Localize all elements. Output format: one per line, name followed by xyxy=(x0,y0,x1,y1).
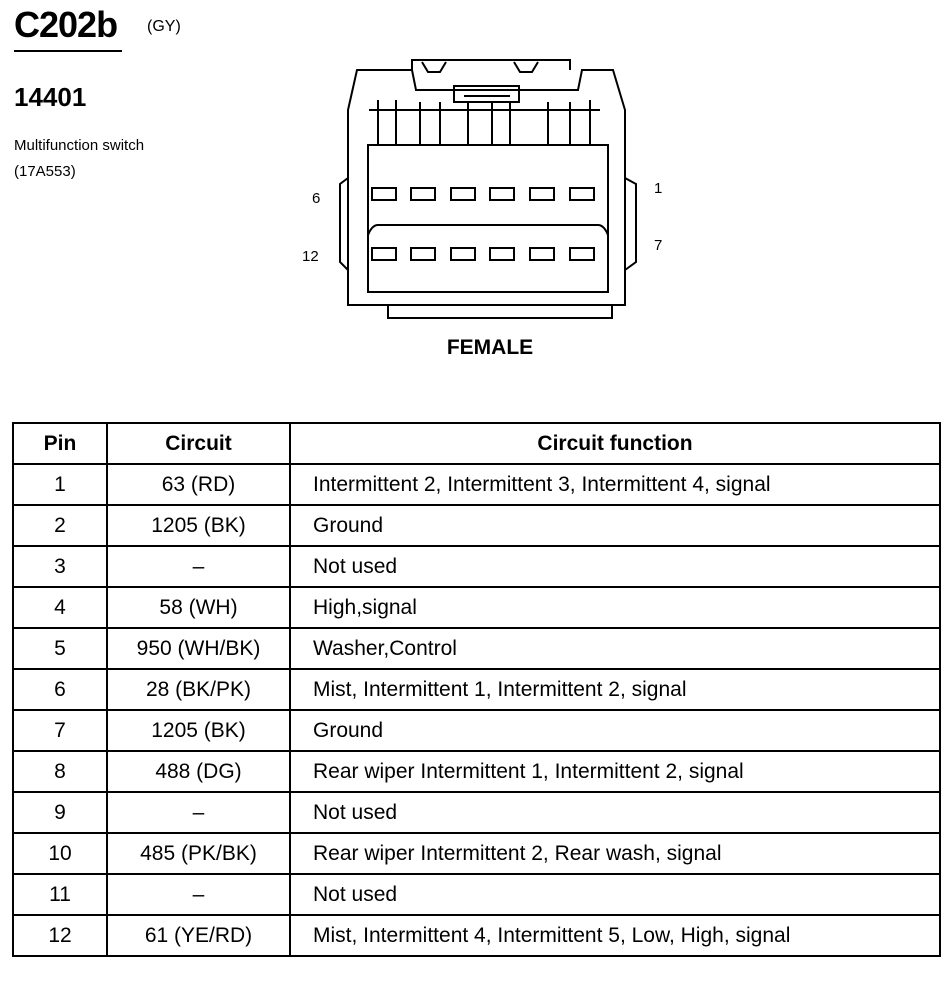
function-cell: Not used xyxy=(290,792,940,833)
pin-cavity-3 xyxy=(490,188,514,200)
lock-tab xyxy=(454,86,519,102)
header-pin: Pin xyxy=(13,423,107,464)
part-number: 14401 xyxy=(14,82,87,112)
function-cell: Washer,Control xyxy=(290,628,940,669)
table-row xyxy=(13,546,940,587)
circuit-cell: 950 (WH/BK) xyxy=(107,628,290,669)
component-part-code: (17A553) xyxy=(14,163,76,180)
table-row xyxy=(13,915,940,956)
connector-face xyxy=(368,145,608,292)
pin-cell: 9 xyxy=(13,792,107,833)
function-cell: Mist, Intermittent 4, Intermittent 5, Low, High, signal xyxy=(290,915,940,956)
pin-cavity-12 xyxy=(372,248,396,260)
pin-cavity-4 xyxy=(451,188,475,200)
pin-table xyxy=(12,422,941,957)
pin-cavity-11 xyxy=(411,248,435,260)
table-row xyxy=(13,751,940,792)
pin-label-6: 6 xyxy=(312,190,321,207)
pin-cell: 5 xyxy=(13,628,107,669)
pin-cavity-10 xyxy=(451,248,475,260)
pin-cell: 6 xyxy=(13,669,107,710)
table-row xyxy=(13,464,940,505)
header-circuit-function: Circuit function xyxy=(290,423,940,464)
connector-gender-label: FEMALE xyxy=(446,336,534,359)
table-row xyxy=(13,792,940,833)
connector-color: (GY) xyxy=(147,18,181,35)
pin-cavity-1 xyxy=(570,188,594,200)
connector-id: C202b xyxy=(14,4,118,45)
circuit-cell: 488 (DG) xyxy=(107,751,290,792)
side-rib-right xyxy=(625,178,636,270)
pin-label-1: 1 xyxy=(654,180,663,197)
pin-label-12: 12 xyxy=(302,248,319,265)
table-body xyxy=(13,464,940,956)
pin-cell: 7 xyxy=(13,710,107,751)
function-cell: Intermittent 2, Intermittent 3, Intermittent 4, signal xyxy=(290,464,940,505)
circuit-cell: 1205 (BK) xyxy=(107,710,290,751)
component-description: Multifunction switch xyxy=(14,137,145,154)
pin-cavity-7 xyxy=(570,248,594,260)
function-cell: Not used xyxy=(290,546,940,587)
table-header-row xyxy=(13,423,940,464)
pin-cavity-8 xyxy=(530,248,554,260)
table-row xyxy=(13,669,940,710)
table-row xyxy=(13,628,940,669)
circuit-cell: – xyxy=(107,792,290,833)
table-row xyxy=(13,874,940,915)
pin-label-7: 7 xyxy=(654,237,663,254)
circuit-cell: – xyxy=(107,874,290,915)
pin-cavity-6 xyxy=(372,188,396,200)
circuit-cell: 58 (WH) xyxy=(107,587,290,628)
connector-foot xyxy=(388,305,612,318)
pin-cell: 3 xyxy=(13,546,107,587)
function-cell: High,signal xyxy=(290,587,940,628)
pin-cell: 10 xyxy=(13,833,107,874)
lock-latch xyxy=(412,60,570,70)
pin-cavity-2 xyxy=(530,188,554,200)
function-cell: Rear wiper Intermittent 2, Rear wash, signal xyxy=(290,833,940,874)
pin-cell: 4 xyxy=(13,587,107,628)
table-row xyxy=(13,833,940,874)
pin-cell: 12 xyxy=(13,915,107,956)
circuit-cell: 63 (RD) xyxy=(107,464,290,505)
table-row xyxy=(13,710,940,751)
pin-cell: 1 xyxy=(13,464,107,505)
table-row xyxy=(13,505,940,546)
pin-cell: 11 xyxy=(13,874,107,915)
circuit-cell: 1205 (BK) xyxy=(107,505,290,546)
pin-cell: 8 xyxy=(13,751,107,792)
circuit-cell: 61 (YE/RD) xyxy=(107,915,290,956)
function-cell: Rear wiper Intermittent 1, Intermittent 2, signal xyxy=(290,751,940,792)
circuit-cell: – xyxy=(107,546,290,587)
pin-cavity-9 xyxy=(490,248,514,260)
pin-cavity-5 xyxy=(411,188,435,200)
function-cell: Ground xyxy=(290,505,940,546)
side-rib-left xyxy=(340,178,348,270)
pin-cell: 2 xyxy=(13,505,107,546)
circuit-cell: 28 (BK/PK) xyxy=(107,669,290,710)
header-circuit: Circuit xyxy=(107,423,290,464)
circuit-cell: 485 (PK/BK) xyxy=(107,833,290,874)
function-cell: Mist, Intermittent 1, Intermittent 2, signal xyxy=(290,669,940,710)
table-row xyxy=(13,587,940,628)
function-cell: Ground xyxy=(290,710,940,751)
function-cell: Not used xyxy=(290,874,940,915)
